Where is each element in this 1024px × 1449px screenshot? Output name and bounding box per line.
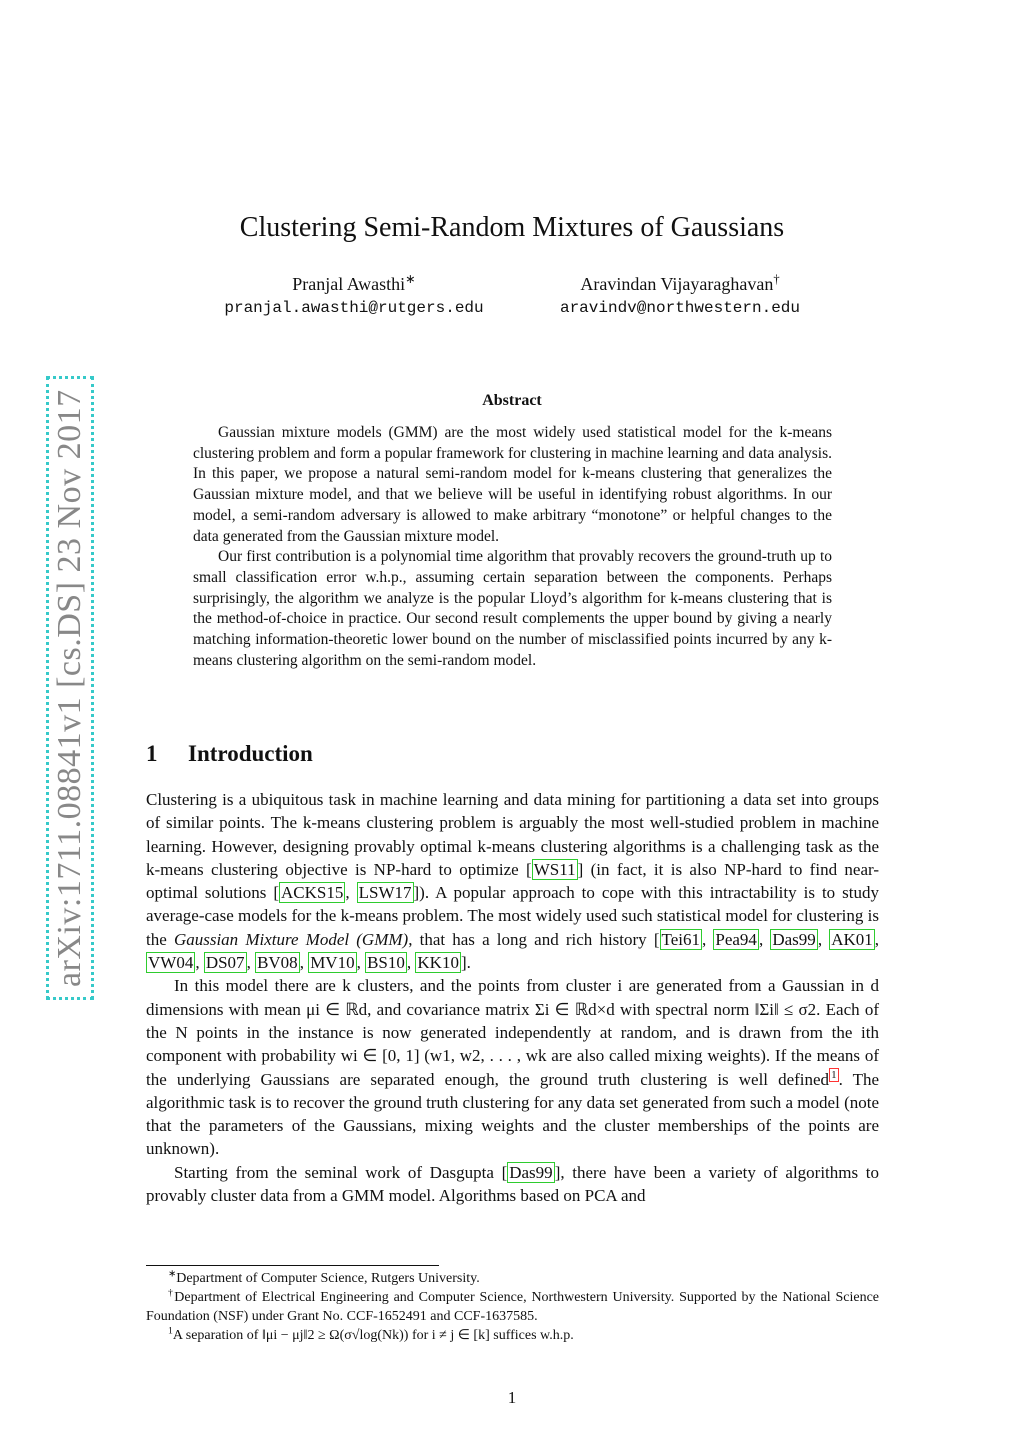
footnote-rule bbox=[146, 1265, 439, 1266]
citation-link[interactable]: Das99 bbox=[509, 1162, 553, 1182]
author-email-1[interactable]: pranjal.awasthi@rutgers.edu bbox=[224, 299, 484, 317]
citation-link[interactable]: Das99 bbox=[772, 929, 816, 949]
footnote-1: ∗Department of Computer Science, Rutgers University. bbox=[168, 1268, 480, 1286]
citation-link[interactable]: WS11 bbox=[533, 859, 576, 879]
citation-link[interactable]: AK01 bbox=[831, 929, 873, 949]
page-number: 1 bbox=[507, 1388, 517, 1407]
section-number: 1 bbox=[146, 741, 158, 766]
citation-link[interactable]: LSW17 bbox=[358, 883, 412, 903]
author-block-1 bbox=[206, 274, 502, 317]
arxiv-stamp-text: arXiv:1711.08841v1 [cs.DS] 23 Nov 2017 bbox=[46, 376, 94, 1000]
citation-link[interactable]: DS07 bbox=[205, 953, 245, 973]
footnote-link[interactable]: 1 bbox=[831, 1068, 837, 1081]
citation-link[interactable]: Pea94 bbox=[715, 929, 757, 949]
citation-link[interactable]: Tei61 bbox=[661, 929, 700, 949]
body-paragraph-2: In this model there are k clusters, and the points from cluster i are generated from a Gaussian in d dimensions with mean μi ∈ ℝd, and covariance matrix Σi ∈ ℝd×d with spectral norm ‖Σi‖ ≤ σ2. Each of the N points in the instance is now generated independently at random, and is drawn from the ith component with probability wi ∈ [0, 1] (w1, w2, . . . , wk are also called mixing weights). If the means of the underlying Gaussians are separated enough, the ground truth clustering is well defined $^1$ . The algorithmic task is to recover the ground truth clustering for any data set generated from such a model (note that the parameters of the Gaussians, mixing weights and the cluster memberships of the points are unknown). bbox=[146, 976, 880, 1159]
citation-link[interactable]: ACKS15 bbox=[281, 883, 344, 903]
footnotes bbox=[146, 1269, 879, 1345]
citation-link[interactable]: VW04 bbox=[148, 953, 194, 973]
author-name-2: Aravindan Vijayaraghavan† bbox=[580, 272, 780, 294]
footnote-3: $^1$A separation of ‖μi − μj‖2 ≥ Ω(σ√log(Nk)) for i ≠ j ∈ [k] suffices w.h.p. bbox=[168, 1325, 574, 1343]
author-block-2 bbox=[540, 274, 820, 317]
paper-title: Clustering Semi-Random Mixtures of Gaussians bbox=[239, 212, 785, 243]
abstract-paragraph-2: Our first contribution is a polynomial time algorithm that provably recovers the ground-truth up to small classification error w.h.p., assuming certain separation between the components. Perhaps surprisingly, the algorithm we analyze is the popular Lloyd’s algorithm for k-means clustering that is the method-of-choice in practice. Our second result complements the upper bound by giving a nearly matching information-theoretic lower bound on the number of misclassified points incurred by any k-means clustering algorithm on the semi-random model. bbox=[193, 548, 832, 669]
body-paragraph-3: Starting from the seminal work of Dasgupta [ Das99 ], there have been a variety of algorithms to provably cluster data from a GMM model. Algorithms based on PCA and bbox=[146, 1162, 880, 1206]
section-title: Introduction bbox=[188, 741, 313, 766]
abstract-heading: Abstract bbox=[482, 392, 542, 409]
citation-link[interactable]: BV08 bbox=[257, 953, 298, 973]
footnote-2: †Department of Electrical Engineering and Computer Science, Northwestern University. Supported by the National Science Foundation (NSF) under Grant No. CCF-1652491 and CCF-1637585. bbox=[146, 1287, 879, 1324]
body-paragraph-1: Clustering is a ubiquitous task in machine learning and data mining for partitioning a data set into groups of similar points. The k-means clustering problem is arguably the most well-studied problem in machine learning. However, designing provably optimal k-means clustering algorithms is a challenging task as the k-means clustering objective is NP-hard to optimize [ WS11 ] (in fact, it is also NP-hard to find near-optimal solutions [ ACKS15 , LSW17 ]). A popular approach to cope with this intractability is to study average-case models for the k-means problem. The most widely used such statistical model for clustering is the Gaussian Mixture Model (GMM), that has a long and rich history [ Tei61 , Pea94 , Das99 , AK01 , VW04 , DS07 , BV08 , MV10 , BS10 , KK10 ]. bbox=[146, 790, 880, 973]
author-email-2[interactable]: aravindv@northwestern.edu bbox=[559, 299, 801, 317]
citation-link[interactable]: BS10 bbox=[367, 953, 405, 973]
author-name-1: Pranjal Awasthi∗ bbox=[292, 272, 416, 294]
abstract bbox=[193, 423, 832, 671]
section-heading bbox=[146, 741, 313, 767]
abstract-paragraph-1: Gaussian mixture models (GMM) are the most widely used statistical model for the k-means clustering problem and form a popular framework for clustering in machine learning and data analysis. In this paper, we propose a natural semi-random model for k-means clustering that generalizes the Gaussian mixture model, and that we believe will be useful in identifying robust algorithms. In our model, a semi-random adversary is allowed to make arbitrary “monotone” or helpful changes to the data generated from the Gaussian mixture model. bbox=[193, 424, 832, 545]
body-text bbox=[146, 788, 879, 1207]
citation-link[interactable]: KK10 bbox=[417, 953, 459, 973]
citation-link[interactable]: MV10 bbox=[310, 953, 355, 973]
